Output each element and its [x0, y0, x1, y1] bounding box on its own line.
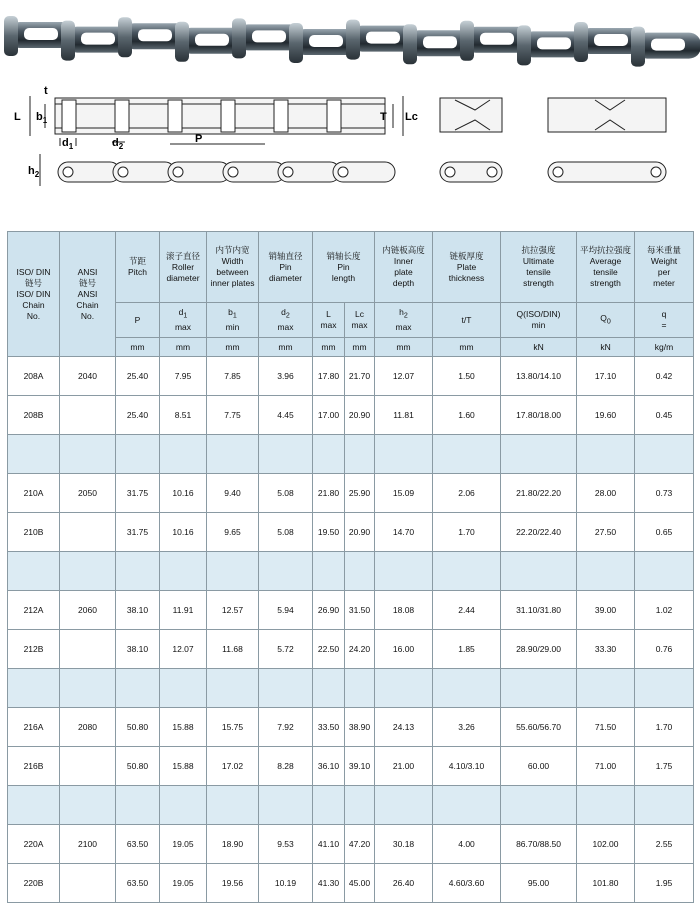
cell-t: 1.85 [433, 630, 501, 669]
spacer-cell [345, 786, 375, 825]
cell-Q0: 101.80 [577, 864, 635, 903]
spacer-cell [313, 435, 345, 474]
spacer-cell [635, 669, 694, 708]
table-row [8, 357, 694, 396]
spacer-cell [345, 435, 375, 474]
chain-spec-table [7, 231, 694, 903]
cell-Q: 55.60/56.70 [501, 708, 577, 747]
cell-ansi [60, 513, 116, 552]
cell-d1: 15.88 [160, 747, 207, 786]
cell-t: 1.50 [433, 357, 501, 396]
cell-d2: 5.94 [259, 591, 313, 630]
spacer-cell [577, 669, 635, 708]
spacer-cell [501, 435, 577, 474]
table-row [8, 864, 694, 903]
cell-q: 1.75 [635, 747, 694, 786]
spacer-cell [8, 786, 60, 825]
cell-Q0: 17.10 [577, 357, 635, 396]
cell-q: 2.55 [635, 825, 694, 864]
cell-iso: 210A [8, 474, 60, 513]
cell-d1: 7.95 [160, 357, 207, 396]
cell-q: 0.76 [635, 630, 694, 669]
symbol-Q: Q(ISO/DIN) min [501, 303, 577, 338]
cell-h2: 18.08 [375, 591, 433, 630]
cell-b1: 19.56 [207, 864, 259, 903]
cell-d1: 19.05 [160, 825, 207, 864]
cell-q: 1.95 [635, 864, 694, 903]
header-iso-chain-no: ISO/ DIN 链号 ISO/ DIN Chain No. [8, 232, 60, 357]
spacer-cell [207, 669, 259, 708]
spacer-cell [116, 786, 160, 825]
spacer-cell [345, 552, 375, 591]
cell-t: 4.00 [433, 825, 501, 864]
cell-Lc: 20.90 [345, 513, 375, 552]
spacer-cell [8, 552, 60, 591]
cell-q: 1.02 [635, 591, 694, 630]
cell-Lc: 31.50 [345, 591, 375, 630]
cell-p: 31.75 [116, 474, 160, 513]
cell-t: 1.70 [433, 513, 501, 552]
spacer-cell [207, 786, 259, 825]
header-row-titles [8, 232, 694, 303]
spacer-cell [577, 786, 635, 825]
cell-d2: 8.28 [259, 747, 313, 786]
header-roller-diameter: 滚子直径 Roller diameter [160, 232, 207, 303]
cell-iso: 216A [8, 708, 60, 747]
cell-t: 2.44 [433, 591, 501, 630]
cell-p: 50.80 [116, 708, 160, 747]
cell-Q: 21.80/22.20 [501, 474, 577, 513]
spacer-cell [160, 552, 207, 591]
dim-label-b1: $b_1$ [36, 111, 48, 125]
spacer-cell [375, 669, 433, 708]
cell-t: 4.60/3.60 [433, 864, 501, 903]
cell-Q0: 39.00 [577, 591, 635, 630]
cell-L: 41.10 [313, 825, 345, 864]
header-inner-plate-depth: 内链板高度 Inner plate depth [375, 232, 433, 303]
chain-photo [0, 0, 700, 80]
header-width-inner-plates: 内节内宽 Width between inner plates [207, 232, 259, 303]
cell-b1: 11.68 [207, 630, 259, 669]
spacer-cell [501, 552, 577, 591]
cell-p: 25.40 [116, 396, 160, 435]
cell-d1: 10.16 [160, 474, 207, 513]
unit-cell: mm [433, 338, 501, 357]
chain-dimension-drawings [0, 82, 700, 210]
cell-Lc: 39.10 [345, 747, 375, 786]
spacer-cell [259, 786, 313, 825]
cell-L: 17.80 [313, 357, 345, 396]
cell-ansi: 2060 [60, 591, 116, 630]
cell-d2: 3.96 [259, 357, 313, 396]
unit-cell: mm [375, 338, 433, 357]
dim-label-h2: $h_2$ [28, 165, 40, 179]
cell-b1: 7.85 [207, 357, 259, 396]
cell-L: 19.50 [313, 513, 345, 552]
cell-h2: 16.00 [375, 630, 433, 669]
spacer-cell [160, 669, 207, 708]
cell-d2: 5.08 [259, 513, 313, 552]
spacer-cell [160, 786, 207, 825]
cell-Q: 22.20/22.40 [501, 513, 577, 552]
spacer-cell [577, 552, 635, 591]
table-row [8, 591, 694, 630]
cell-p: 38.10 [116, 591, 160, 630]
cell-L: 22.50 [313, 630, 345, 669]
dim-label-L: L [14, 111, 21, 123]
cell-p: 50.80 [116, 747, 160, 786]
cell-q: 0.45 [635, 396, 694, 435]
cell-Q: 28.90/29.00 [501, 630, 577, 669]
spacer-cell [60, 552, 116, 591]
cell-h2: 26.40 [375, 864, 433, 903]
spacer-cell [116, 669, 160, 708]
cell-ansi [60, 747, 116, 786]
spacer-row [8, 669, 694, 708]
table-row [8, 630, 694, 669]
cell-Q0: 71.50 [577, 708, 635, 747]
spacer-cell [8, 435, 60, 474]
cell-Q0: 28.00 [577, 474, 635, 513]
cell-Lc: 24.20 [345, 630, 375, 669]
cell-Q0: 71.00 [577, 747, 635, 786]
cell-ansi: 2100 [60, 825, 116, 864]
cell-b1: 15.75 [207, 708, 259, 747]
spacer-cell [207, 552, 259, 591]
cell-b1: 12.57 [207, 591, 259, 630]
spacer-cell [259, 552, 313, 591]
cell-iso: 210B [8, 513, 60, 552]
spacer-cell [8, 669, 60, 708]
header-ultimate-tensile-strength: 抗拉强度 Ultimate tensile strength [501, 232, 577, 303]
spacer-row [8, 552, 694, 591]
cell-t: 4.10/3.10 [433, 747, 501, 786]
cell-iso: 208B [8, 396, 60, 435]
cell-Q: 13.80/14.10 [501, 357, 577, 396]
cell-iso: 212A [8, 591, 60, 630]
cell-Lc: 47.20 [345, 825, 375, 864]
cell-d2: 5.08 [259, 474, 313, 513]
unit-cell: mm [313, 338, 345, 357]
cell-d1: 19.05 [160, 864, 207, 903]
cell-q: 0.42 [635, 357, 694, 396]
spacer-cell [259, 669, 313, 708]
table-row [8, 396, 694, 435]
spacer-cell [433, 552, 501, 591]
symbol-Lc: Lc max [345, 303, 375, 338]
dim-label-d1: $d_1$ [62, 137, 74, 151]
spacer-row [8, 786, 694, 825]
symbol-d1: $d_1$ max [160, 303, 207, 338]
unit-cell: mm [259, 338, 313, 357]
cell-t: 2.06 [433, 474, 501, 513]
spacer-cell [635, 552, 694, 591]
spacer-cell [313, 669, 345, 708]
cell-L: 21.80 [313, 474, 345, 513]
spacer-cell [501, 669, 577, 708]
cell-h2: 15.09 [375, 474, 433, 513]
cell-d1: 11.91 [160, 591, 207, 630]
cell-d2: 9.53 [259, 825, 313, 864]
cell-d2: 5.72 [259, 630, 313, 669]
cell-h2: 14.70 [375, 513, 433, 552]
cell-h2: 11.81 [375, 396, 433, 435]
symbol-h2: $h_2$ max [375, 303, 433, 338]
cell-h2: 21.00 [375, 747, 433, 786]
cell-d2: 4.45 [259, 396, 313, 435]
symbol-q: q = [635, 303, 694, 338]
header-pin-length: 销轴长度 Pin length [313, 232, 375, 303]
cell-Lc: 45.00 [345, 864, 375, 903]
cell-d2: 7.92 [259, 708, 313, 747]
spacer-cell [577, 435, 635, 474]
spacer-cell [375, 552, 433, 591]
cell-b1: 9.40 [207, 474, 259, 513]
cell-L: 26.90 [313, 591, 345, 630]
spacer-cell [60, 435, 116, 474]
cell-Q: 86.70/88.50 [501, 825, 577, 864]
unit-cell: kN [501, 338, 577, 357]
cell-p: 25.40 [116, 357, 160, 396]
spacer-cell [60, 669, 116, 708]
unit-cell: kN [577, 338, 635, 357]
symbol-tT: t/T [433, 303, 501, 338]
spacer-cell [160, 435, 207, 474]
dim-label-Lc: Lc [405, 111, 418, 123]
cell-t: 1.60 [433, 396, 501, 435]
spacer-cell [116, 552, 160, 591]
spacer-cell [313, 786, 345, 825]
symbol-L: L max [313, 303, 345, 338]
header-pitch: 节距 Pitch [116, 232, 160, 303]
cell-ansi [60, 396, 116, 435]
cell-p: 63.50 [116, 864, 160, 903]
header-pin-diameter: 销轴直径 Pin diameter [259, 232, 313, 303]
header-average-tensile-strength: 平均抗拉强度 Average tensile strength [577, 232, 635, 303]
cell-h2: 24.13 [375, 708, 433, 747]
dim-label-T: T [380, 111, 387, 123]
cell-Q: 95.00 [501, 864, 577, 903]
cell-L: 41.30 [313, 864, 345, 903]
dim-label-t: t [44, 85, 48, 97]
spacer-cell [259, 435, 313, 474]
symbol-b1: $b_1$ min [207, 303, 259, 338]
unit-cell: kg/m [635, 338, 694, 357]
cell-ansi: 2080 [60, 708, 116, 747]
cell-b1: 9.65 [207, 513, 259, 552]
cell-h2: 30.18 [375, 825, 433, 864]
spacer-cell [635, 435, 694, 474]
cell-Q0: 27.50 [577, 513, 635, 552]
cell-iso: 220B [8, 864, 60, 903]
table-row [8, 708, 694, 747]
table-row [8, 474, 694, 513]
cell-Lc: 38.90 [345, 708, 375, 747]
cell-ansi [60, 864, 116, 903]
table-row [8, 747, 694, 786]
table-row [8, 513, 694, 552]
spacer-row [8, 435, 694, 474]
cell-Lc: 25.90 [345, 474, 375, 513]
cell-d2: 10.19 [259, 864, 313, 903]
spacer-cell [116, 435, 160, 474]
cell-Q: 17.80/18.00 [501, 396, 577, 435]
cell-Q0: 33.30 [577, 630, 635, 669]
dim-label-d2: $d_2$ [112, 137, 124, 151]
cell-L: 17.00 [313, 396, 345, 435]
cell-p: 38.10 [116, 630, 160, 669]
cell-iso: 220A [8, 825, 60, 864]
spacer-cell [433, 435, 501, 474]
spacer-cell [60, 786, 116, 825]
cell-b1: 18.90 [207, 825, 259, 864]
dim-label-P: P [195, 133, 203, 145]
spacer-cell [433, 786, 501, 825]
cell-iso: 216B [8, 747, 60, 786]
header-weight-per-meter: 每米重量 Weight per meter [635, 232, 694, 303]
cell-ansi [60, 630, 116, 669]
spacer-cell [501, 786, 577, 825]
spacer-cell [635, 786, 694, 825]
cell-h2: 12.07 [375, 357, 433, 396]
cell-Q0: 102.00 [577, 825, 635, 864]
symbol-p: P [116, 303, 160, 338]
cell-Q0: 19.60 [577, 396, 635, 435]
cell-ansi: 2050 [60, 474, 116, 513]
cell-q: 0.73 [635, 474, 694, 513]
cell-q: 0.65 [635, 513, 694, 552]
spacer-cell [345, 669, 375, 708]
cell-Lc: 20.90 [345, 396, 375, 435]
cell-Q: 31.10/31.80 [501, 591, 577, 630]
spacer-cell [375, 786, 433, 825]
header-ansi-chain-no: ANSI 链号 ANSI Chain No. [60, 232, 116, 357]
cell-L: 36.10 [313, 747, 345, 786]
symbol-d2: $d_2$ max [259, 303, 313, 338]
unit-cell: mm [160, 338, 207, 357]
cell-iso: 208A [8, 357, 60, 396]
cell-t: 3.26 [433, 708, 501, 747]
cell-b1: 17.02 [207, 747, 259, 786]
cell-d1: 8.51 [160, 396, 207, 435]
table-row [8, 825, 694, 864]
unit-cell: mm [345, 338, 375, 357]
symbol-Q0: $Q_0$ [577, 303, 635, 338]
cell-p: 63.50 [116, 825, 160, 864]
unit-cell: mm [116, 338, 160, 357]
spacer-cell [375, 435, 433, 474]
cell-d1: 15.88 [160, 708, 207, 747]
cell-p: 31.75 [116, 513, 160, 552]
cell-L: 33.50 [313, 708, 345, 747]
header-plate-thickness: 链板厚度 Plate thickness [433, 232, 501, 303]
spacer-cell [313, 552, 345, 591]
cell-d1: 10.16 [160, 513, 207, 552]
cell-ansi: 2040 [60, 357, 116, 396]
spacer-cell [207, 435, 259, 474]
cell-Lc: 21.70 [345, 357, 375, 396]
cell-q: 1.70 [635, 708, 694, 747]
cell-b1: 7.75 [207, 396, 259, 435]
cell-iso: 212B [8, 630, 60, 669]
cell-Q: 60.00 [501, 747, 577, 786]
spacer-cell [433, 669, 501, 708]
cell-d1: 12.07 [160, 630, 207, 669]
unit-cell: mm [207, 338, 259, 357]
